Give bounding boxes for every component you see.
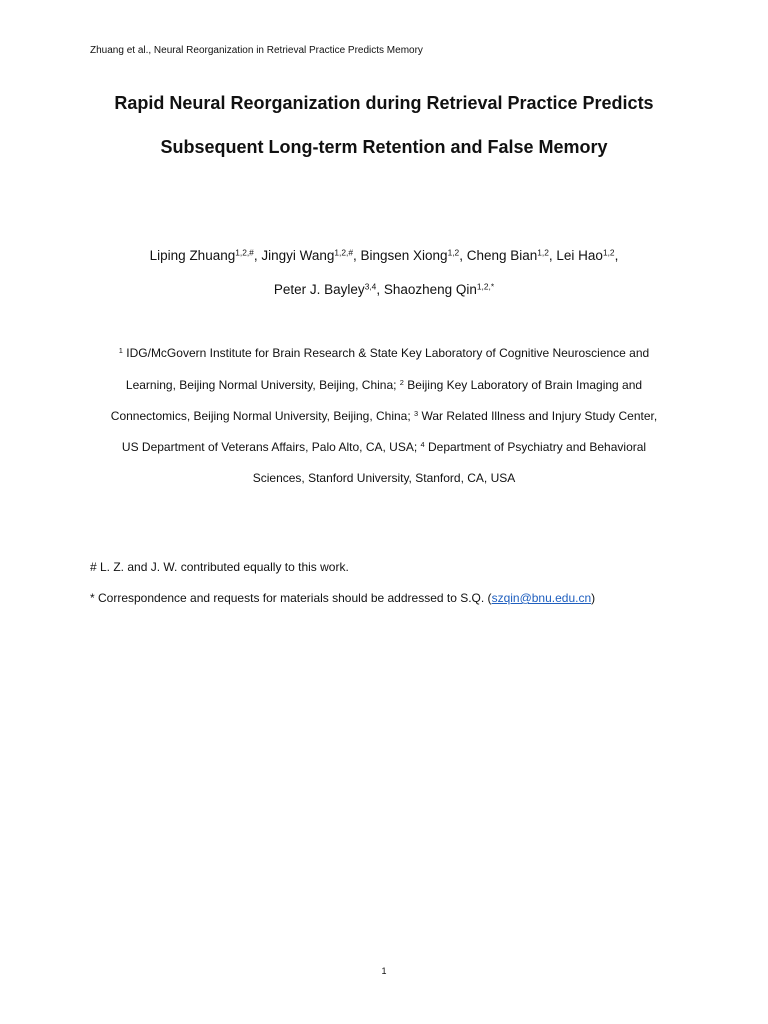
author-affiliation-marker: 1,2,#: [235, 247, 254, 258]
author-name: Jingyi Wang: [261, 248, 335, 263]
author-affiliation-marker: 1,2,#: [334, 247, 353, 258]
affiliation-marker: 1: [118, 345, 123, 355]
author-name: Peter J. Bayley: [273, 282, 365, 297]
paper-title-line-1: Rapid Neural Reorganization during Retrieval Practice Predicts: [114, 93, 654, 113]
paper-title-line-2: Subsequent Long-term Retention and False Memory: [160, 137, 608, 157]
author-separator: ,: [352, 248, 361, 263]
affiliation-text: IDG/McGovern Institute for Brain Research & State Key Laboratory of Cognitive Neuroscience and: [122, 346, 650, 360]
running-header: Zhuang et al., Neural Reorganization in Retrieval Practice Predicts Memory: [90, 45, 423, 56]
affiliation-line-3: [0, 409, 768, 423]
author-separator: ,: [459, 248, 467, 263]
affiliation-line-1: [0, 346, 768, 360]
affiliation-line-5: [0, 471, 768, 485]
author-affiliation-marker: 1,2: [447, 247, 460, 258]
affiliation-text: Sciences, Stanford University, Stanford, CA, USA: [252, 471, 516, 485]
author-affiliation-marker: 1,2: [602, 247, 615, 258]
affiliation-text: War Related Illness and Injury Study Center,: [418, 409, 658, 423]
author-name: Lei Hao: [556, 248, 603, 263]
page-number: 1: [381, 966, 387, 976]
author-name: Shaozheng Qin: [383, 282, 477, 297]
correspondence-text-end: ): [591, 591, 596, 605]
author-name: Cheng Bian: [466, 248, 538, 263]
author-separator: ,: [548, 248, 557, 263]
author-name: Liping Zhuang: [149, 248, 236, 263]
affiliation-text: US Department of Veterans Affairs, Palo Alto, CA, USA;: [121, 440, 421, 454]
author-affiliation-marker: 3,4: [364, 281, 377, 292]
correspondence-text: * Correspondence and requests for materials should be addressed to S.Q. (: [90, 591, 492, 605]
affiliation-text: Learning, Beijing Normal University, Beijing, China;: [125, 378, 400, 392]
author-separator: ,: [376, 282, 384, 297]
affiliation-line-4: [0, 440, 768, 454]
correspondence-note: [90, 591, 595, 605]
affiliation-text: Department of Psychiatry and Behavioral: [424, 440, 647, 454]
equal-contribution-note: # L. Z. and J. W. contributed equally to this work.: [90, 560, 349, 574]
affiliation-line-2: [0, 378, 768, 392]
authors-line-1: [0, 248, 768, 263]
authors-line-2: [0, 282, 768, 297]
affiliation-marker: 2: [399, 377, 404, 387]
author-affiliation-marker: 1,2,*: [476, 281, 495, 292]
affiliation-text: Beijing Key Laboratory of Brain Imaging and: [403, 378, 643, 392]
affiliation-marker: 4: [420, 439, 425, 449]
author-name: Bingsen Xiong: [360, 248, 448, 263]
author-affiliation-marker: 1,2: [537, 247, 549, 258]
author-separator: ,: [614, 248, 619, 263]
author-separator: ,: [253, 248, 262, 263]
affiliation-text: Connectomics, Beijing Normal University, Beijing, China;: [110, 409, 415, 423]
affiliation-marker: 3: [414, 408, 419, 418]
email-link[interactable]: szqin@bnu.edu.cn: [491, 591, 592, 605]
